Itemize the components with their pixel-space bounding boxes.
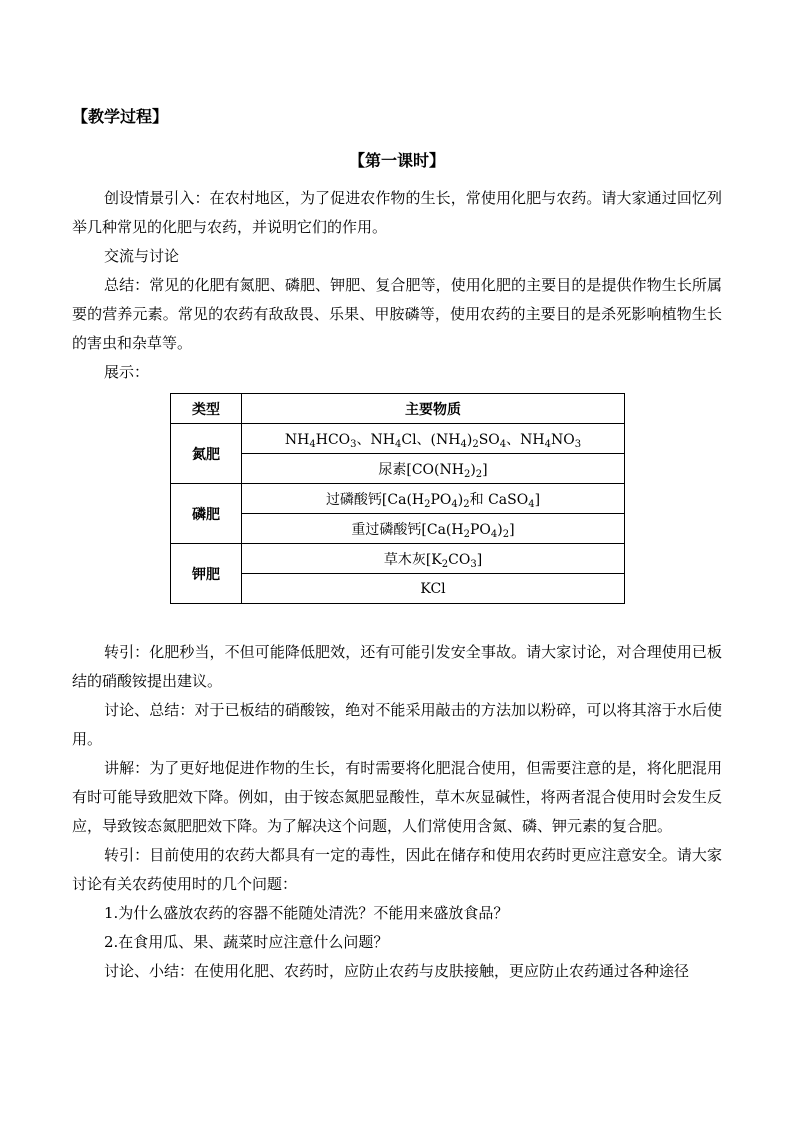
substance-cell: $NH_4HCO_3$、$NH_4Cl$、$(NH_4)_2SO_4$、$NH_4NO_3$ xyxy=(242,424,625,454)
header-type: 类型 xyxy=(171,394,242,424)
conclusion-paragraph: 讨论、小结：在使用化肥、农药时，应防止农药与皮肤接触，更应防止农药通过各种途径 xyxy=(104,962,690,980)
document-body xyxy=(72,184,722,986)
table-row xyxy=(171,424,625,454)
table-row xyxy=(171,544,625,574)
type-nitrogen: 氮肥 xyxy=(171,424,242,484)
exchange-label: 交流与讨论 xyxy=(104,247,180,265)
post-table-section xyxy=(72,638,722,986)
question-2: 2.在食用瓜、果、蔬菜时应注意什么问题？ xyxy=(104,933,389,951)
explanation-paragraph: 讲解：为了更好地促进作物的生长，有时需要将化肥混合使用，但需要注意的是，将化肥混用有时可能导致肥效下降。例如，由于铵态氮肥显酸性，草木灰显碱性，将两者混合使用时会发生反应，导致铵态氮肥肥效下降。为了解决这个问题，人们常使用含氮、磷、钾元素的复合肥。 xyxy=(72,759,722,835)
transition-paragraph: 转引：化肥秒当，不但可能降低肥效，还有可能引发安全事故。请大家讨论，对合理使用已板结的硝酸铵提出建议。 xyxy=(72,643,722,690)
question-1: 1.为什么盛放农药的容器不能随处清洗？不能用来盛放食品？ xyxy=(104,904,509,922)
substance-cell: 重过磷酸钙$[Ca(H_2PO_4)_2]$ xyxy=(242,514,625,544)
type-phosphorus: 磷肥 xyxy=(171,484,242,544)
table-header-row xyxy=(171,394,625,424)
intro-paragraph: 创设情景引入：在农村地区，为了促进农作物的生长，常使用化肥与农药。请大家通过回忆列举几种常见的化肥与农药，并说明它们的作用。 xyxy=(72,189,722,236)
section-heading: 【教学过程】 xyxy=(72,107,169,126)
substance-cell: KCl xyxy=(242,574,625,604)
discussion-summary-paragraph: 讨论、总结：对于已板结的硝酸铵，绝对不能采用敲击的方法加以粉碎，可以将其溶于水后使用。 xyxy=(72,701,722,748)
show-label: 展示： xyxy=(104,363,150,381)
header-substance: 主要物质 xyxy=(242,394,625,424)
fertilizer-table xyxy=(170,393,625,604)
substance-cell: 尿素$[CO(NH_2)_2]$ xyxy=(242,454,625,484)
table-row xyxy=(171,484,625,514)
summary-paragraph: 总结：常见的化肥有氮肥、磷肥、钾肥、复合肥等，使用化肥的主要目的是提供作物生长所属要的营养元素。常见的农药有敌敌畏、乐果、甲胺磷等，使用农药的主要目的是杀死影响植物生长的害虫和杂草等。 xyxy=(72,276,722,352)
type-potassium: 钾肥 xyxy=(171,544,242,604)
substance-cell: 过磷酸钙[$Ca(H_2PO_4)_2$和 CaSO$_4$] xyxy=(242,484,625,514)
pesticide-transition-paragraph: 转引：目前使用的农药大都具有一定的毒性，因此在储存和使用农药时更应注意安全。请大家讨论有关农药使用时的几个问题： xyxy=(72,846,722,893)
substance-cell: 草木灰$[K_2CO_3]$ xyxy=(242,544,625,574)
lesson-heading: 【第一课时】 xyxy=(348,151,445,170)
